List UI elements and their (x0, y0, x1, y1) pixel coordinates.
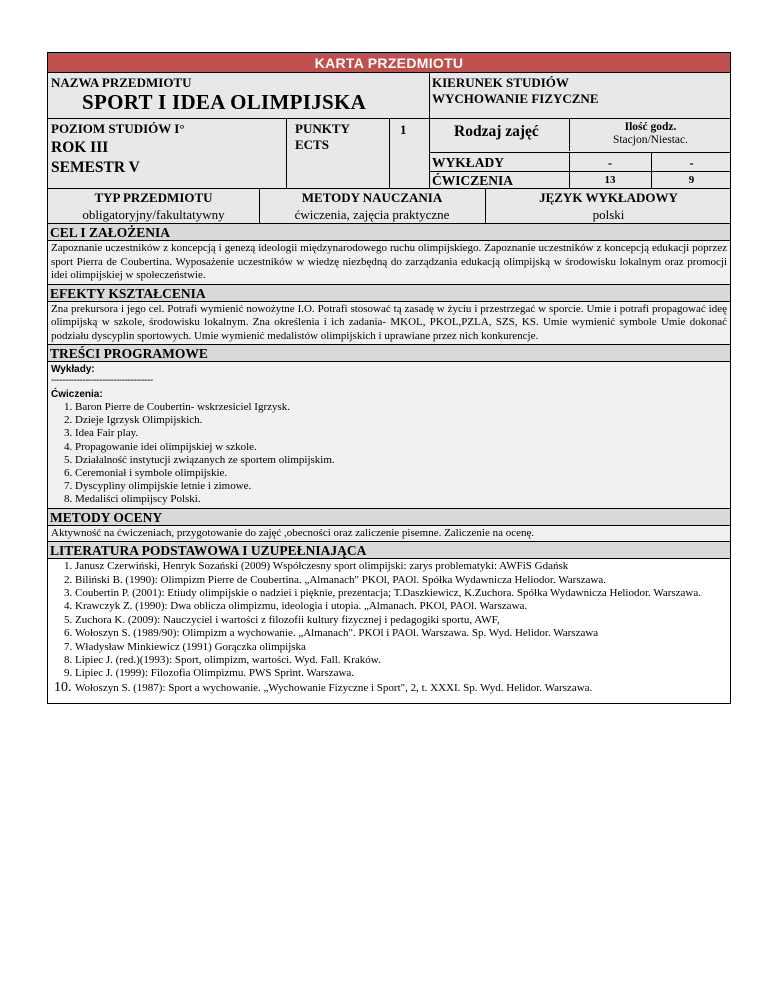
language-value: polski (592, 207, 625, 222)
hours-header (569, 121, 732, 147)
effects-heading: EFEKTY KSZTAŁCENIA (48, 285, 730, 302)
lectures-label: WYKŁADY (432, 155, 505, 170)
lectures-full-hours: - (607, 155, 613, 170)
meta-row (48, 189, 730, 224)
exercises-full-hours: 13 (604, 174, 616, 186)
exercises-part-hours: 9 (688, 174, 695, 186)
list-item: 4. Krawczyk Z. (1990): Dwa oblicza olimpizmu, ideologia i utopia. „Almanach. PKOl, PAOl. Warszawa. (75, 600, 727, 613)
list-item: 1. Baron Pierre de Coubertin- wskrzesiciel Igrzysk. (75, 401, 727, 414)
hours-label: Ilość godz. (624, 121, 677, 133)
semester-value: SEMESTR V (51, 159, 140, 176)
content-body (48, 362, 730, 509)
language-cell (485, 190, 732, 223)
language-label: JĘZYK WYKŁADOWY (539, 190, 678, 205)
ects-value: 1 (400, 122, 407, 137)
methods-cell (259, 190, 485, 223)
list-item: 9. Lipiec J. (1999): Filozofia Olimpizmu. PWS Sprint. Warszawa. (75, 667, 727, 680)
lectures-subheading: Wykłady: (51, 364, 95, 375)
literature-list (51, 560, 727, 695)
ects-label-line1: PUNKTY (295, 121, 350, 136)
list-item: 6. Ceremoniał i symbole olimpijskie. (75, 467, 727, 480)
ects-label (295, 121, 350, 153)
level-label: POZIOM STUDIÓW I° (51, 121, 185, 136)
type-label: TYP PRZEDMIOTU (94, 190, 213, 205)
subject-label: NAZWA PRZEDMIOTU (51, 75, 192, 90)
list-item: 1. Janusz Czerwiński, Henryk Sozański (2009) Współczesny sport olimpijski: zarys problematyki: AWFiS Gdańsk (75, 560, 727, 573)
list-item: 10. Wołoszyn S. (1987): Sport a wychowanie. „Wychowanie Fizyczne i Sport", 2, t. XXXI. Sp. Wyd. Helidor. Warszawa. (75, 681, 727, 695)
content-heading: TREŚCI PROGRAMOWE (48, 345, 730, 362)
ects-label-line2: ECTS (295, 137, 329, 152)
list-item: 3. Idea Fair play. (75, 427, 727, 440)
list-item: 8. Medaliści olimpijscy Polski. (75, 493, 727, 506)
lectures-part-hours: - (689, 155, 694, 170)
course-card (47, 52, 731, 704)
assessment-heading: METODY OCENY (48, 509, 730, 526)
goals-heading: CEL I ZAŁOŻENIA (48, 224, 730, 241)
list-item: 5. Zuchora K. (2009): Nauczyciel i wartości z filozofii kultury fizycznej i pedagogiki sportu, AWF, (75, 614, 727, 627)
assessment-text: Aktywność na ćwiczeniach, przygotowanie do zajęć ,obecności oraz zaliczenie pisemne. Zaliczenie na ocenę. (48, 526, 730, 543)
exercises-label: ĆWICZENIA (432, 173, 514, 188)
lectures-placeholder: ------------------------------------ (51, 376, 153, 386)
card-title: KARTA PRZEDMIOTU (48, 53, 730, 73)
effects-text: Zna prekursora i jego cel. Potrafi wymienić nowożytne I.O. Potrafi stosować tą zasadę w życiu i przestrzegać w sporcie. Umie i potrafi propagować ideę olimpijską w szkole, środowisku lokalnym. Zna określenia i ich zadania- MKOL, PKOL,PZLA, SZS, KS. Umie wymienić symbole Umie dokonać podziału dyscyplin sportowych. Umie wymienić medalistów olimpijskich i uprawiane przez nich konkurencje. (48, 302, 730, 346)
list-item: 7. Władysław Minkiewicz (1991) Gorączka olimpijska (75, 641, 727, 654)
list-item: 4. Propagowanie idei olimpijskiej w szkole. (75, 441, 727, 454)
type-cell (48, 190, 259, 223)
exercises-subheading: Ćwiczenia: (51, 389, 103, 400)
list-item: 7. Dyscypliny olimpijskie letnie i zimowe. (75, 480, 727, 493)
exercises-list (51, 401, 727, 507)
list-item: 3. Coubertin P. (2001): Etiudy olimpijskie o nadziei i pięknie, prezentacja; T.Daszkiewicz, K.Zuchora. Spółka Wydawnicza Heliodor. Warszawa. (75, 587, 727, 600)
subject-name: SPORT I IDEA OLIMPIJSKA (82, 90, 367, 114)
literature-body (48, 559, 730, 703)
year-value: ROK III (51, 139, 109, 156)
list-item: 6. Wołoszyn S. (1989/90): Olimpizm a wychowanie. „Almanach". PKOl i PAOl. Warszawa. Sp. Wyd. Helidor. Warszawa (75, 627, 727, 640)
list-item: 5. Działalność instytucji związanych ze sportem olimpijskim. (75, 454, 727, 467)
methods-label: METODY NAUCZANIA (301, 190, 443, 205)
hours-mode: Stacjon/Niestac. (612, 134, 689, 146)
list-item: 8. Lipiec J. (red.)(1993): Sport, olimpizm, wartości. Wyd. Fall. Kraków. (75, 654, 727, 667)
level-row (48, 119, 730, 189)
list-item: 2. Biliński B. (1990): Olimpizm Pierre de Coubertina. „Almanach" PKOl, PAOl. Spółka Wydawnicza Heliodor. Warszawa. (75, 574, 727, 587)
subject-row (48, 73, 730, 119)
list-item: 2. Dzieje Igrzysk Olimpijskich. (75, 414, 727, 427)
field-label: KIERUNEK STUDIÓW (432, 75, 569, 90)
goals-text: Zapoznanie uczestników z koncepcją i genezą ideologii międzynarodowego ruchu olimpijskiego. Zapoznanie uczestników z koncepcją edukacji poprzez sport Pierra de Coubertina. Wyposażenie uczestników w wiedzę niezbędną do zarządzania edukacją olimpijską w środowisku lokalnym oraz promocji idei olimpijskiej w społeczeństwie. (48, 241, 730, 285)
methods-value: ćwiczenia, zajęcia praktyczne (294, 207, 450, 222)
field-value: WYCHOWANIE FIZYCZNE (432, 91, 599, 106)
literature-heading: LITERATURA PODSTAWOWA I UZUPEŁNIAJĄCA (48, 542, 730, 559)
type-value: obligatoryjny/fakultatywny (82, 207, 225, 222)
class-type-label: Rodzaj zajęć (454, 123, 539, 140)
